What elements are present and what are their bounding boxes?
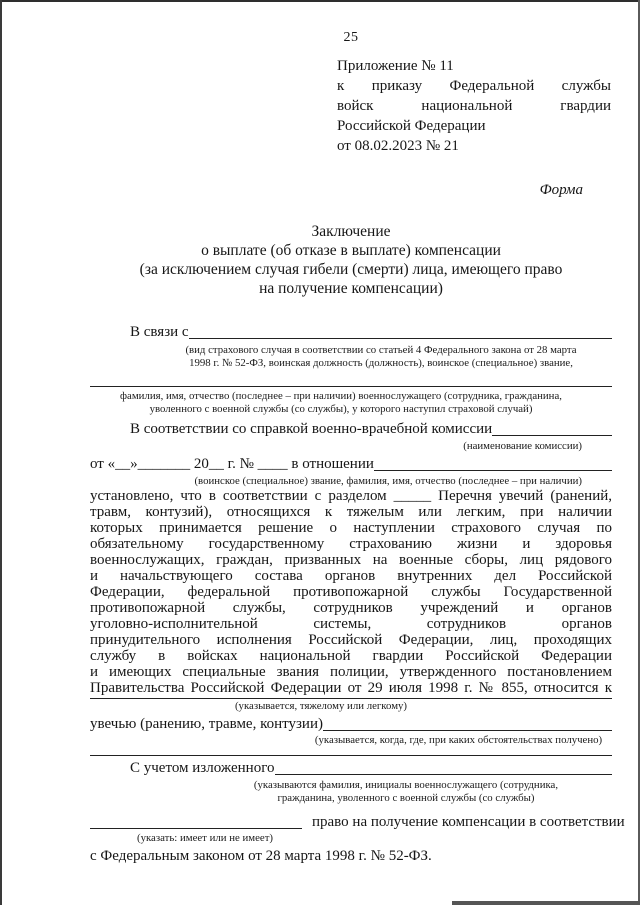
fill-line-insured-event (189, 323, 612, 339)
page-number: 25 (343, 30, 359, 45)
paragraph-line: и имеющих специальные звания полиции, утвержденного постановлением (90, 664, 612, 680)
form-label: Форма (539, 182, 583, 198)
insured-event-caption (150, 344, 612, 370)
main-paragraph (90, 488, 612, 696)
scan-edge-left (0, 0, 2, 905)
caption-line: (указываются фамилия, инициалы военнослужащего (сотрудника, (253, 779, 559, 791)
severity-caption: (указывается, тяжелому или легкому) (234, 700, 408, 712)
appendix-line: войск национальной гвардии (337, 98, 611, 114)
fill-line-person-name (90, 386, 612, 387)
appendix-line: Российской Федерации (337, 118, 486, 134)
caption-line: гражданина, уволенного с военной службы (со службы) (277, 792, 535, 804)
fill-line-continuation (90, 755, 612, 756)
paragraph-line: военнослужащих, граждан, призванных на военные сборы, лиц рядового (90, 552, 612, 568)
paragraph-line: установлено, что в соответствии с разделом _____ Перечня увечий (ранений, (90, 488, 612, 504)
injury-circumstances-caption: (указывается, когда, где, при каких обстоятельствах получено) (314, 734, 603, 746)
paragraph-line: службу в войсках национальной гвардии Российской Федерации (90, 648, 612, 664)
paragraph-line: и начальствующего состава органов внутренних дел Российской (90, 568, 612, 584)
injury-row (90, 715, 612, 734)
caption-line: 1998 г. № 52-ФЗ, воинская должность (должность), воинское (специальное) звание, (189, 357, 573, 369)
paragraph-line: уголовно-исполнительной системы, сотрудников органов (90, 616, 612, 632)
document-title (90, 222, 612, 298)
title-line: Заключение (311, 223, 391, 240)
final-law-reference: с Федеральным законом от 28 марта 1998 г. № 52-ФЗ. (90, 848, 432, 864)
entitlement-row (90, 813, 625, 832)
commission-name-caption: (наименование комиссии) (463, 440, 582, 452)
reference-date-row (90, 455, 612, 474)
entitlement-caption: (указать: имеет или не имеет) (136, 832, 274, 844)
conclusion-row (90, 759, 612, 778)
medical-commission-label: В соответствии со справкой военно-врачебной комиссии (130, 421, 493, 437)
paragraph-line: обязательному государственному страхованию жизни и здоровья (90, 536, 612, 552)
title-line: (за исключением случая гибели (смерти) лица, имеющего право (139, 261, 563, 278)
injury-label: увечью (ранению, травме, контузии) (90, 716, 323, 732)
scan-strip-bottom (452, 901, 640, 905)
paragraph-line: Федерации, федеральной противопожарной службы Государственной (90, 584, 612, 600)
insured-event-label: В связи с (130, 324, 189, 340)
fill-line-commission-name (492, 420, 612, 436)
caption-line: фамилия, имя, отчество (последнее – при наличии) военнослужащего (сотрудника, гражданина, (120, 390, 562, 402)
fill-line-person-rank (374, 455, 612, 471)
title-line: на получение компенсации) (259, 280, 443, 297)
medical-commission-row (90, 420, 612, 439)
person-initials-caption (200, 779, 612, 805)
insured-event-row (90, 323, 612, 342)
paragraph-line: Правительства Российской Федерации от 29 июля 1998 г. № 855, относится к (90, 680, 612, 696)
entitlement-text: право на получение компенсации в соответствии (312, 814, 625, 830)
paragraph-line: травм, контузий), относящихся к тяжелым или легким, при наличии (90, 504, 612, 520)
caption-line: (вид страхового случая в соответствии со статьей 4 Федерального закона от 28 марта (185, 344, 577, 356)
appendix-line: к приказу Федеральной службы (337, 78, 611, 94)
reference-date-label: от «__»_______ 20__ г. № ____ в отношении (90, 456, 374, 472)
appendix-line: Приложение № 11 (337, 58, 454, 74)
fill-line-injury-circumstances (323, 715, 612, 731)
fill-line-person-initials (275, 759, 613, 775)
caption-line: уволенного с военной службы (со службы), у которого наступил страховой случай) (149, 403, 533, 415)
appendix-block (337, 56, 611, 156)
person-name-caption (90, 390, 612, 416)
fill-line-entitlement (90, 813, 302, 829)
person-rank-caption: (воинское (специальное) звание, фамилия, имя, отчество (последнее – при наличии) (194, 475, 582, 487)
appendix-line: от 08.02.2023 № 21 (337, 138, 459, 154)
paragraph-line: принудительного исполнения Российской Федерации, лиц, проходящих (90, 632, 612, 648)
paragraph-line: противопожарной службы, сотрудников учреждений и органов (90, 600, 612, 616)
conclusion-label: С учетом изложенного (130, 760, 275, 776)
paragraph-line: которых принимается решение о наступлении страхового случая по (90, 520, 612, 536)
fill-line-severity (90, 698, 612, 699)
title-line: о выплате (об отказе в выплате) компенсации (201, 242, 501, 259)
page-content (90, 0, 625, 866)
